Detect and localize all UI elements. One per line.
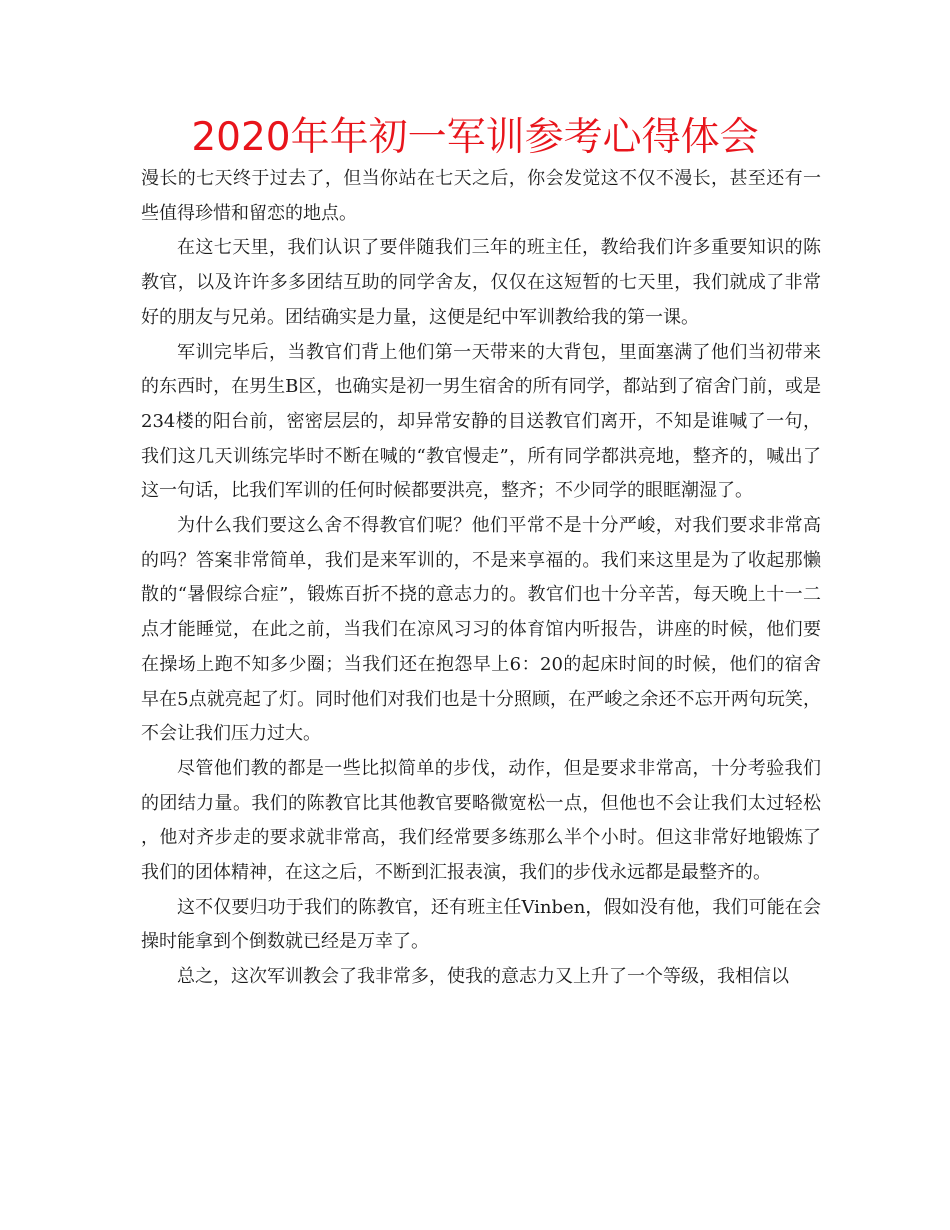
paragraph-1: 漫长的七天终于过去了，但当你站在七天之后，你会发觉这不仅不漫长，甚至还有一些值得珍惜和留恋的地点。 [141, 168, 821, 224]
paragraph-5: 尽管他们教的都是一些比拟简单的步伐，动作，但是要求非常高，十分考验我们的团结力量。我们的陈教官比其他教官要略微宽松一点，但他也不会让我们太过轻松，他对齐步走的要求就非常高，我们经常要多练那么半个小时。但这非常好地锻炼了我们的团体精神，在这之后，不断到汇报表演，我们的步伐永远都是最整齐的。 [141, 757, 821, 884]
document-title: 2020年年初一军训参考心得体会 [191, 115, 759, 160]
paragraph-6: 这不仅要归功于我们的陈教官，还有班主任Vinben，假如没有他，我们可能在会操时能拿到个倒数就已经是万幸了。 [141, 896, 821, 953]
paragraph-4: 为什么我们要这么舍不得教官们呢？他们平常不是十分严峻，对我们要求非常高的吗？答案非常简单，我们是来军训的，不是来享福的。我们来这里是为了收起那懒散的“暑假综合症”，锻炼百折不挠的意志力的。教官们也十分辛苦，每天晚上十一二点才能睡觉，在此之前，当我们在凉风习习的体育馆内听报告，讲座的时候，他们要在操场上跑不知多少圈；当我们还在抱怨早上6：20的起床时间的时候，他们的宿舍早在5点就亮起了灯。同时他们对我们也是十分照顾，在严峻之余还不忘开两句玩笑，不会让我们压力过大。 [141, 515, 821, 745]
paragraph-2: 在这七天里，我们认识了要伴随我们三年的班主任，教给我们许多重要知识的陈教官，以及许许多多团结互助的同学舍友，仅仅在这短暂的七天里，我们就成了非常好的朋友与兄弟。团结确实是力量，这便是纪中军训教给我的第一课。 [141, 237, 821, 328]
paragraph-3: 军训完毕后，当教官们背上他们第一天带来的大背包，里面塞满了他们当初带来的东西时，在男生B区，也确实是初一男生宿舍的所有同学，都站到了宿舍门前，或是234楼的阳台前，密密层层的，却异常安静的目送教官们离开，不知是谁喊了一句，我们这几天训练完毕时不断在喊的“教官慢走”，所有同学都洪亮地，整齐的，喊出了这一句话，比我们军训的任何时候都要洪亮，整齐；不少同学的眼眶潮湿了。 [141, 341, 821, 502]
document-body [141, 162, 821, 995]
paragraph-7: 总之，这次军训教会了我非常多，使我的意志力又上升了一个等级，我相信以 [177, 966, 789, 988]
